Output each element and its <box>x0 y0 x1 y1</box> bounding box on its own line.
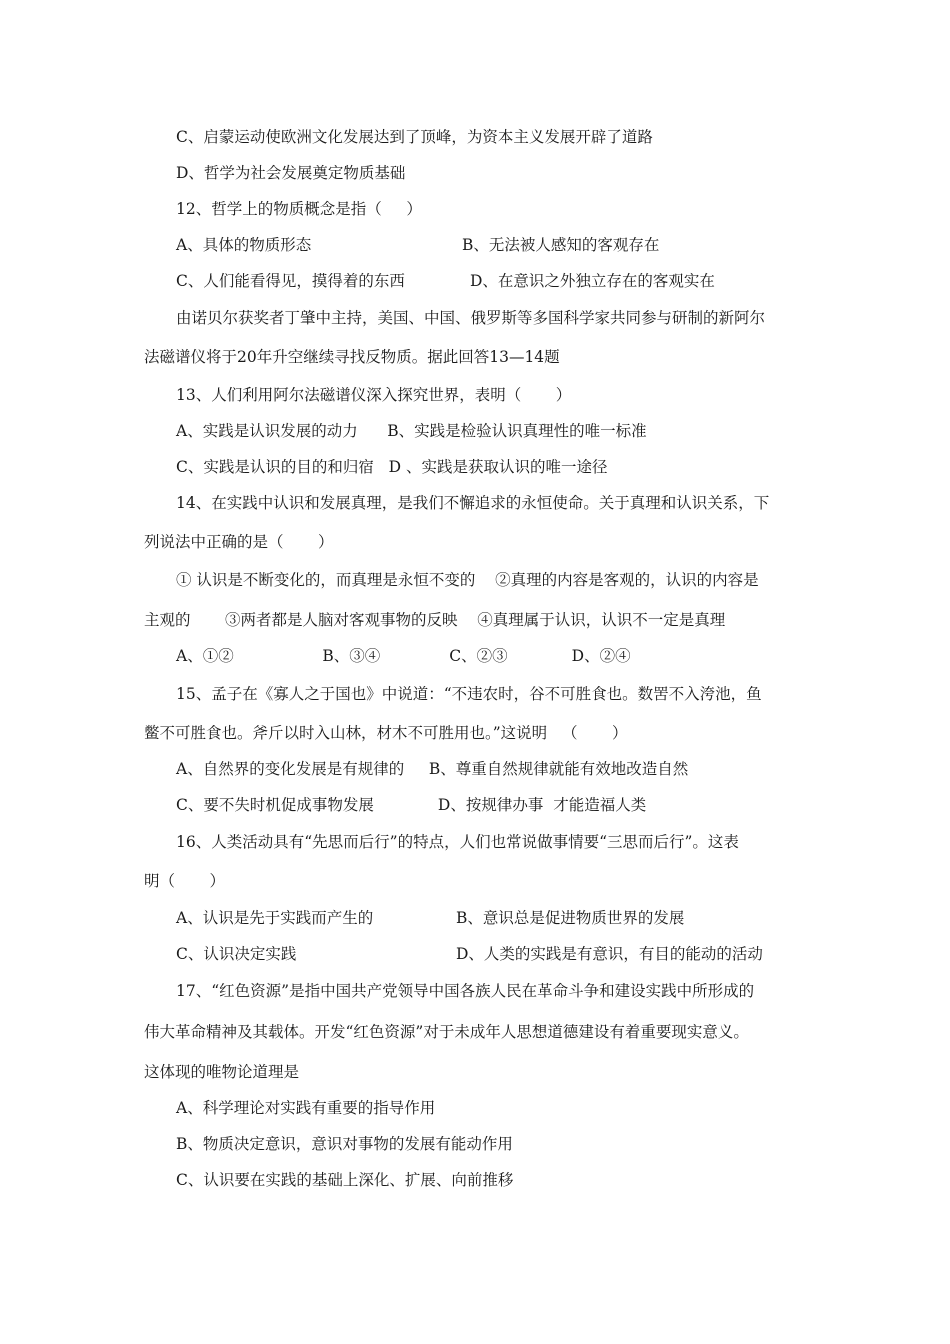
question-15-line-1: 15、孟子在《寡人之于国也》中说道：“不违农时，谷不可胜食也。数罟不入洿池，鱼 <box>176 685 762 703</box>
option-16d: D、人类的实践是有意识，有目的能动的活动 <box>456 945 763 963</box>
options-13cd: C、实践是认识的目的和归宿 D 、实践是获取认识的唯一途径 <box>176 458 608 476</box>
question-17-line-3: 这体现的唯物论道理是 <box>144 1063 300 1081</box>
option-16c: C、认识决定实践 <box>176 945 297 963</box>
question-14-line-1: 14、在实践中认识和发展真理，是我们不懈追求的永恒使命。关于真理和认识关系，下 <box>176 494 770 512</box>
question-13: 13、人们利用阿尔法磁谱仪深入探究世界，表明（ ） <box>176 386 572 404</box>
question-14-statements-1: ① 认识是不断变化的，而真理是永恒不变的 ②真理的内容是客观的，认识的内容是 <box>176 571 759 589</box>
passage-line-1: 由诺贝尔获奖者丁肇中主持，美国、中国、俄罗斯等多国科学家共同参与研制的新阿尔 <box>176 309 766 327</box>
question-12: 12、哲学上的物质概念是指（ ） <box>176 200 422 218</box>
option-12a: A、具体的物质形态 <box>176 236 312 254</box>
options-13ab: A、实践是认识发展的动力 B、实践是检验认识真理性的唯一标准 <box>176 422 647 440</box>
option-12d: D、在意识之外独立存在的客观实在 <box>470 272 715 290</box>
option-17b: B、物质决定意识，意识对事物的发展有能动作用 <box>176 1135 513 1153</box>
question-17-line-1: 17、“红色资源”是指中国共产党领导中国各族人民在革命斗争和建设实践中所形成的 <box>176 982 755 1000</box>
question-14-statements-2: 主观的 ③两者都是人脑对客观事物的反映 ④真理属于认识，认识不一定是真理 <box>144 611 726 629</box>
question-14-line-2: 列说法中正确的是（ ） <box>144 533 334 551</box>
passage-line-2: 法磁谱仪将于20年升空继续寻找反物质。据此回答13—14题 <box>144 348 560 366</box>
option-12b: B、无法被人感知的客观存在 <box>462 236 660 254</box>
option-11d: D、哲学为社会发展奠定物质基础 <box>176 164 406 182</box>
question-17-line-2: 伟大革命精神及其载体。开发“红色资源”对于未成年人思想道德建设有着重要现实意义。 <box>144 1023 749 1041</box>
option-11c: C、启蒙运动使欧洲文化发展达到了顶峰，为资本主义发展开辟了道路 <box>176 128 653 146</box>
option-17a: A、科学理论对实践有重要的指导作用 <box>176 1099 436 1117</box>
option-16b: B、意识总是促进物质世界的发展 <box>456 909 685 927</box>
options-15ab: A、自然界的变化发展是有规律的 B、尊重自然规律就能有效地改造自然 <box>176 760 689 778</box>
options-14: A、①② B、③④ C、②③ D、②④ <box>176 647 631 665</box>
option-12c: C、人们能看得见，摸得着的东西 <box>176 272 405 290</box>
options-15cd: C、要不失时机促成事物发展 D、按规律办事 才能造福人类 <box>176 796 647 814</box>
option-17c: C、认识要在实践的基础上深化、扩展、向前推移 <box>176 1171 514 1189</box>
question-16-line-2: 明（ ） <box>144 872 225 890</box>
option-16a: A、认识是先于实践而产生的 <box>176 909 374 927</box>
question-15-line-2: 鳖不可胜食也。斧斤以时入山林，材木不可胜用也。”这说明 （ ） <box>144 724 628 742</box>
question-16-line-1: 16、人类活动具有“先思而后行”的特点，人们也常说做事情要“三思而后行”。这表 <box>176 833 739 851</box>
